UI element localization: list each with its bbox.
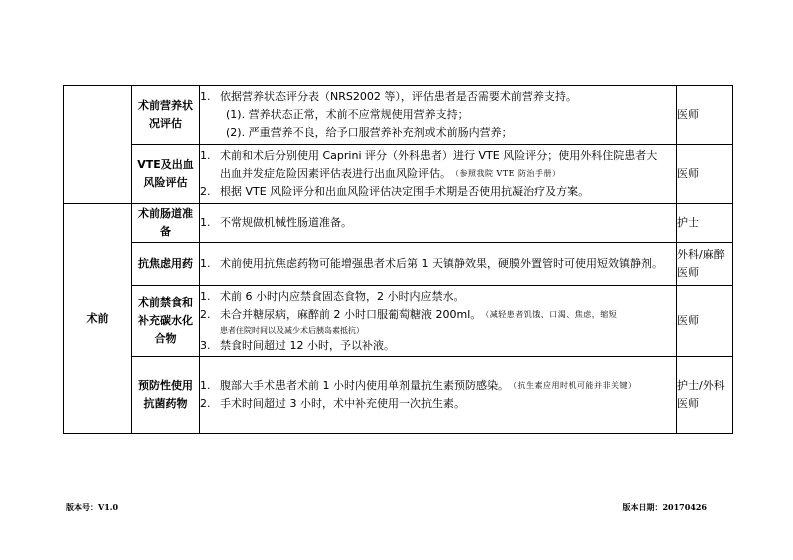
reference-note: （参照我院 VTE 防治手册） [451,169,561,178]
item-label-line: 预防性使用 [138,379,193,392]
content-line: 1. 术前 6 小时内应禁食固态食物，2 小时内应禁水。 [200,289,465,303]
item-antibiotics [132,357,200,434]
row-fasting [64,286,733,357]
role-nutrition: 医师 [677,86,733,145]
reference-note-continued: 患者住院时间以及减少术后胰岛素抵抗） [220,325,364,335]
item-nutrition [132,86,200,145]
content-subline: (2). 严重营养不良，给予口服营养补充剂或术前肠内营养； [226,126,513,139]
content-line: 1. 腹部大手术患者术前 1 小时内使用单剂量抗生素预防感染。 （抗生素应用时机可能并非关键） [200,377,676,395]
content-line: 2. 根据 VTE 风险评分和出血风险评估决定围手术期是否使用抗凝治疗及方案。 [200,185,590,198]
item-label-line: 合物 [154,332,177,345]
role-antibiotics: 护士/外科医师 [677,357,733,434]
item-anxiolytic [132,243,200,286]
version-date: 版本日期：20170426 [622,502,707,512]
content-line: 3. 禁食时间超过 12 小时，予以补液。 [200,338,395,352]
content-line: 2. 手术时间超过 3 小时，术中补充使用一次抗生素。 [200,397,465,410]
content-antibiotics [200,357,677,434]
role-fasting: 医师 [677,286,733,357]
content-line: 1. 依据营养状态评分表（NRS2002 等），评估患者是否需要术前营养支持。 [200,90,577,103]
item-fasting [132,286,200,357]
item-bowel-prep [132,204,200,243]
version-number: 版本号：V1.0 [66,502,119,512]
item-label-line: 抗焦虑用药 [138,257,193,270]
item-label-line: 况评估 [149,117,182,130]
reference-note: （减轻患者饥饿、口渴、焦虑，缩短 [481,309,618,319]
row-anxiolytic [64,243,733,286]
item-label-line: 术前营养状 [138,99,193,112]
role-vte: 医师 [677,145,733,204]
stage-cell-continued [64,86,132,204]
item-label-line: 风险评估 [143,176,188,189]
content-line: 2. 未合并糖尿病，麻醉前 2 小时口服葡萄糖液 200ml。 （减轻患者饥饿、口渴、焦虑，缩短 [200,306,676,324]
item-label-line: 备 [160,225,171,238]
content-line: 出血并发症危险因素评估表进行出血风险评估。 （参照我院 VTE 防治手册） [200,165,676,183]
row-bowel-prep [64,204,733,243]
item-vte [132,145,200,204]
stage-pre-op: 术前 [64,204,132,434]
content-subline: (1). 营养状态正常，术前不应常规使用营养支持； [226,108,469,121]
role-anxiolytic: 外科/麻醉医师 [677,243,733,286]
row-antibiotics [64,357,733,434]
content-bowel-prep [200,204,677,243]
item-label-line: 术前肠道准 [138,207,193,220]
protocol-table [63,85,733,434]
content-line: 1. 不常规做机械性肠道准备。 [200,216,352,229]
content-vte [200,145,677,204]
role-bowel-prep: 护士 [677,204,733,243]
content-nutrition [200,86,677,145]
item-label-line: 术前禁食和 [138,296,193,309]
reference-note: （抗生素应用时机可能并非关键） [509,381,637,390]
content-line: 1. 术前和术后分别使用 Caprini 评分（外科患者）进行 VTE 风险评分；使用外科住院患者大 [200,149,658,162]
content-line: 1. 术前使用抗焦虑药物可能增强患者术后第 1 天镇静效果，硬膜外置管时可使用短效镇静剂。 [200,257,663,270]
content-fasting [200,286,677,357]
content-anxiolytic [200,243,677,286]
item-label-line: 补充碳水化 [138,314,193,327]
row-vte [64,145,733,204]
item-label-line: 抗菌药物 [143,397,188,410]
row-nutrition [64,86,733,145]
item-label-line: VTE及出血 [137,158,194,171]
